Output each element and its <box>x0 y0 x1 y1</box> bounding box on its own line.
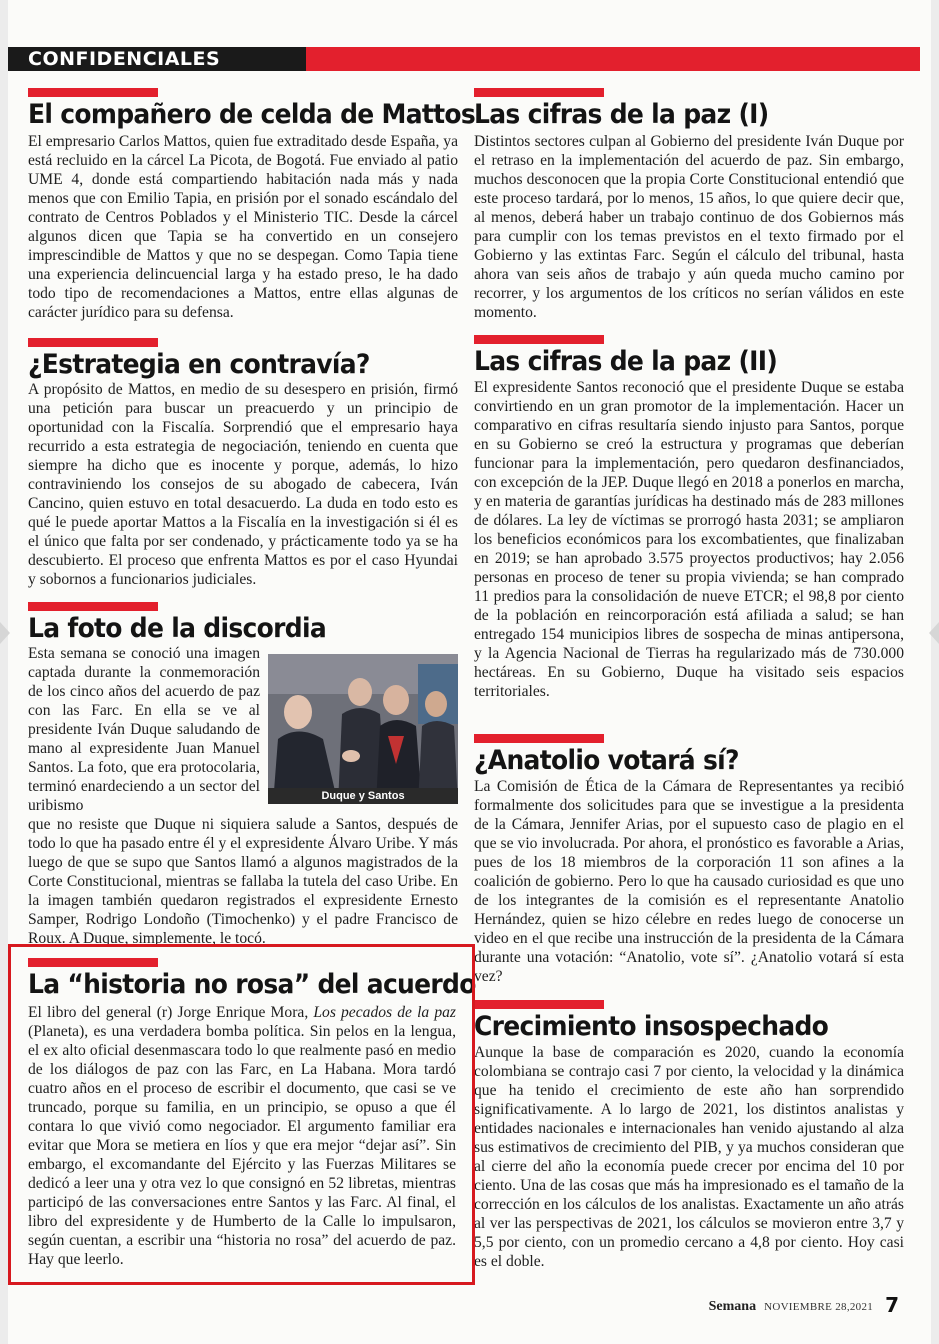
highlight-box <box>8 944 475 1285</box>
magazine-name: Semana <box>708 1299 757 1314</box>
article-body-rest: que no resiste que Duque ni siquiera salude a Santos, después de todo lo que ha pasado entre él y el expresidente Álvaro Uribe. Y más luego de que se supo que Santos llamó a algunos magistrados de la Corte Constitucional, mientras se fallaba la tutela del caso Uribe. En la imagen también quedaron registrados el expresidente Ernesto Samper, Rodrigo Londoño (Timochenko) y el padre Francisco de Roux. A Duque, simplemente, le tocó. <box>28 816 458 947</box>
article-headline: El compañero de celda de Mattos <box>28 98 476 130</box>
magazine-page <box>8 0 931 1344</box>
article-headline: ¿Anatolio votará sí? <box>474 744 739 776</box>
article-headline: Las cifras de la paz (II) <box>474 345 778 377</box>
issue-date: NOVIEMBRE 28,2021 <box>764 1301 874 1313</box>
article-headline: ¿Estrategia en contravía? <box>28 348 370 380</box>
article-headline: Las cifras de la paz (I) <box>474 98 769 130</box>
page-number: 7 <box>885 1293 899 1317</box>
article-headline: La “historia no rosa” del acuerdo <box>28 968 476 1000</box>
article-body: A propósito de Mattos, en medio de su desespero en prisión, firmó una petición para buscar un preacuerdo y un principio de oportunidad con la Fiscalía. Sorprendió que el empresario haya recurrido a esta estrategia de negociación, teniendo en cuenta que siempre ha dicho que es inocente y porque, además, lo hizo contraviniendo los consejos de su abogado de cabecera, Iván Cancino, quien estuvo en total desacuerdo. La duda en todo esto es qué le puede aportar Mattos a la Fiscalía en la investigación si él es el único que falta por ser condenado, y prácticamente todo ya se ha descubierto. El proceso que enfrenta Mattos es por el caso Hyundai y sobornos a funcionarios judiciales. <box>28 381 458 588</box>
article-body: La Comisión de Ética de la Cámara de Representantes ya recibió formalmente dos solicitudes para que se investigue a la presidenta de la Cámara, Jennifer Arias, por el supuesto caso de plagio en el que se vio involucrada. Por ahora, el pronóstico es favorable a Arias, pues de los 18 miembros de la corporación 11 son afines a la coalición de gobierno. Pero lo que ha causado curiosidad es que uno de los integrantes de la comisión es el representante Anatolio Hernández, quien se hizo célebre en redes luego de conocerse un video en el que recibe una instrucción de la presidenta de la Cámara durante una votación: “Anatolio, vote sí”. ¿Anatolio votará sí esta vez? <box>474 778 904 985</box>
photo-image <box>268 654 458 804</box>
article-body: Aunque la base de comparación es 2020, cuando la economía colombiana se contrajo casi 7 por ciento, la velocidad y la dinámica que ha tenido el crecimiento de este año han sorprendido significativamente. A lo largo de 2021, los distintos analistas y entidades nacionales e internacionales han venido ajustando al alza sus estimativos de crecimiento del PIB, y ya muchos consideran que al cierre del año la economía puede crecer por encima del 10 por ciento. Una de las cosas que más ha impresionado es el tamaño de la corrección en los cálculos de los analistas. Exactamente un año atrás al ver las perspectivas de 2021, los cálculos se movieron entre 3,7 y 5,5 por ciento, con un promedio cercano a 4,8 por ciento. Hoy casi es el doble. <box>474 1044 904 1270</box>
photo-duque-santos <box>268 654 458 804</box>
article-body: El expresidente Santos reconoció que el presidente Duque se estaba convirtiendo en un gran promotor de la implementación. Hacer un comparativo en cifras resultaría siendo injusto para Santos, porque en su Gobierno se creó la estructura y programas que deberían funcionar para la implementación, pero quedaron desfinanciados, con excepción de la JEP. Duque llegó en 2018 a ponerlos en marcha, y en materia de garantías jurídicas ha destinado más de 283 millones de dólares. La ley de víctimas se prorrogó hasta 2031; se ampliaron los beneficios económicos para los excombatientes, que finalizaban en 2019; se han aprobado 3.575 proyectos productivos; hay 2.056 personas en proceso de tener su propia vivienda; se han comprado 11 predios para la consolidación de nueve ETCR; el 98,8 por ciento de la población en reincorporación está afiliada a salud; se han entregado 154 municipios libres de sospecha de minas antipersona, y la Agencia Nacional de Tierras ha regularizado más de 730.000 hectáreas. En su Gobierno, Duque ha visitado seis espacios territoriales. <box>474 379 904 700</box>
section-header-bar <box>8 47 920 71</box>
photo-caption: Duque y Santos <box>268 788 458 804</box>
article-headline: La foto de la discordia <box>28 612 326 644</box>
article-foto-de-la-discordia <box>28 602 458 947</box>
article-body: El empresario Carlos Mattos, quien fue extraditado desde España, ya está recluido en la cárcel La Picota, de Bogotá. Fue enviado al patio UME 4, donde está compartiendo habitación nada más y nada menos que con Emilio Tapia, en prisión por el sonado escándalo del contrato de Centros Poblados y el Ministerio TIC. Desde la cárcel algunos dicen que Tapia se ha convertido en un consejero imprescindible de Mattos y que no se despegan. Como Tapia tiene una experiencia delincuencial larga y ha estado preso, le ha dado todo tipo de recomendaciones a Mattos, entre ellas algunas de carácter jurídico para su defensa. <box>28 133 458 321</box>
article-body-wrap: Esta semana se conoció una imagen captada durante la conmemoración de los cinco años del acuerdo de paz con las Farc. En ella se ve al presidente Iván Duque saludando de mano al expresidente Juan Manuel Santos. La foto, que era protocolaria, terminó enardeciendo a un sector del uribismo <box>28 645 260 814</box>
article-body: Distintos sectores culpan al Gobierno del presidente Iván Duque por el retraso en la implementación del acuerdo de paz. Sin embargo, muchos desconocen que la propia Corte Constitucional entendió que este proceso tardará, por lo menos, 15 años, lo que quiere decir que, al menos, deberá haber un trabajo continuo de dos Gobiernos más para cumplir con los temas previstos en el texto firmado por el Gobierno y las extintas Farc. Según el cálculo del tribunal, hasta ahora van seis años de trabajo y aún queda mucho camino por recorrer, y los argumentos de los críticos no serían válidos en este momento. <box>474 133 904 321</box>
section-label: CONFIDENCIALES <box>28 48 221 70</box>
article-body: El libro del general (r) Jorge Enrique Mora, Los pecados de la paz (Planeta), es una verdadera bomba política. Sin pelos en la lengua, el ex alto oficial desenmascara todo lo que realmente pasó en medio de los diálogos de paz con las Farc, en La Habana. Mora tardó cuatro años en el proceso de escribir el documento, que casi se ve truncado, porque su familia, en un principio, se opuso a que él contara lo que vivió como negociador. El argumento familiar era evitar que Mora se metiera en líos y que era mejor “dejar así”. Sin embargo, el excomandante del Ejército y las Fuerzas Militares se dedicó a leer una y otra vez lo que consignó en 52 libretas, mientras participó de las conversaciones entre Santos y las Farc. Al final, el libro del expresidente y de Humberto de la Calle lo impulsaron, según cuentan, a escribir una “historia no rosa” del acuerdo de paz. Hay que leerlo. <box>28 1004 456 1268</box>
page-footer <box>709 1293 899 1317</box>
article-headline: Crecimiento insospechado <box>474 1010 829 1042</box>
book-title: Los pecados de la paz <box>313 1004 456 1021</box>
